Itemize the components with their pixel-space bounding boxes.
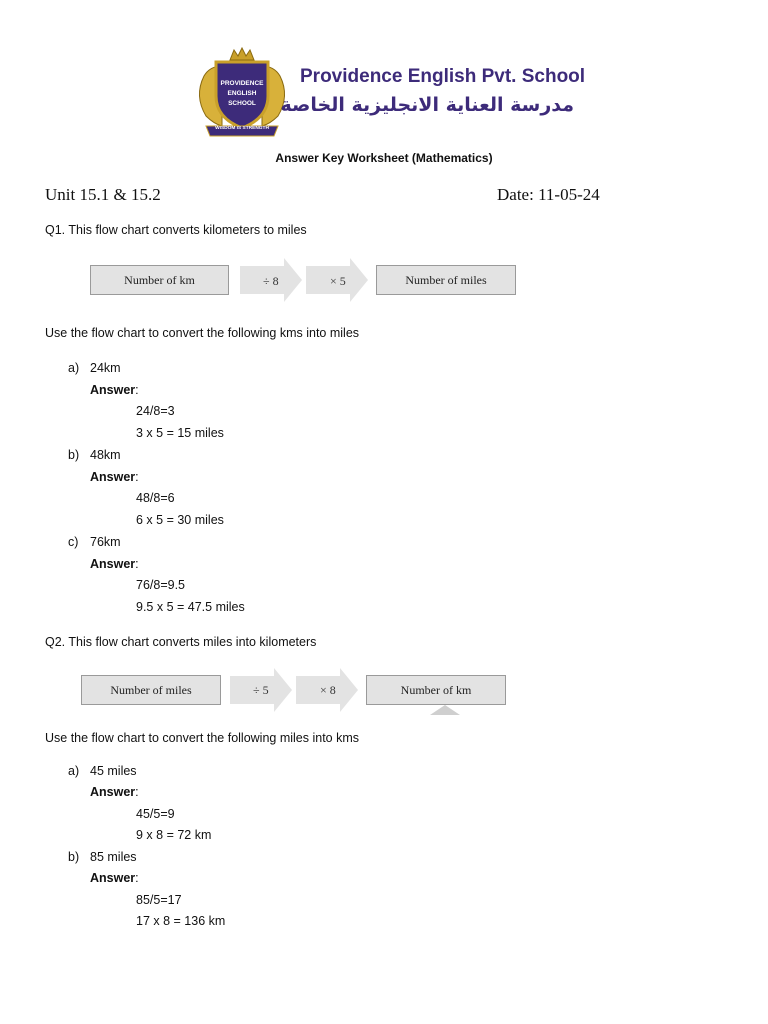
q1-flow-output-box: Number of miles xyxy=(376,265,516,295)
q1-item-c-step2: 9.5 x 5 = 47.5 miles xyxy=(136,600,245,614)
q2-item-b-step2: 17 x 8 = 136 km xyxy=(136,914,226,928)
worksheet-title: Answer Key Worksheet (Mathematics) xyxy=(275,151,493,165)
q1-item-c-answer-label xyxy=(90,557,139,571)
q2-text: This flow chart converts miles into kilometers xyxy=(65,635,317,649)
answer-label: Answer xyxy=(90,383,136,397)
q1-item-a-letter: a) xyxy=(68,361,80,375)
q2-item-b-letter: b) xyxy=(68,850,80,864)
logo-text-line1: PROVIDENCE xyxy=(220,80,264,87)
answer-label: Answer xyxy=(90,871,136,885)
q1-item-c-step1: 76/8=9.5 xyxy=(136,578,186,592)
q2-heading xyxy=(45,635,316,649)
logo-motto: WISDOM IS STRENGTH xyxy=(215,126,269,131)
q1-prefix: Q1. xyxy=(45,223,66,237)
date-label: Date: 11-05-24 xyxy=(497,185,600,204)
q2-item-a-step1: 45/5=9 xyxy=(136,807,175,821)
school-name-english: Providence English Pvt. School xyxy=(300,66,586,87)
q1-flow-op-2: × 5 xyxy=(330,274,346,288)
q1-item-a-value: 24km xyxy=(90,361,121,375)
q1-item-b-answer-label xyxy=(90,470,139,484)
q1-item-c-value: 76km xyxy=(90,535,121,549)
logo-text-line3: SCHOOL xyxy=(228,100,256,107)
logo-text-line2: ENGLISH xyxy=(227,90,257,97)
q2-flow-input-box: Number of miles xyxy=(81,675,221,705)
answer-colon: : xyxy=(135,785,139,799)
q2-prefix: Q2. xyxy=(45,635,66,649)
school-name-arabic: مدرسة العناية الانجليزية الخاصة xyxy=(280,94,574,116)
q2-item-a-letter: a) xyxy=(68,764,80,778)
answer-label: Answer xyxy=(90,470,136,484)
unit-label: Unit 15.1 & 15.2 xyxy=(45,185,161,204)
q1-item-a-step2: 3 x 5 = 15 miles xyxy=(136,426,224,440)
q2-item-a-value: 45 miles xyxy=(90,764,137,778)
answer-label: Answer xyxy=(90,785,136,799)
q2-item-b-value: 85 miles xyxy=(90,850,137,864)
school-logo xyxy=(192,46,292,138)
q1-instruction: Use the flow chart to convert the following kms into miles xyxy=(45,326,360,340)
q2-item-a-step2: 9 x 8 = 72 km xyxy=(136,828,212,842)
q1-item-b-letter: b) xyxy=(68,448,80,462)
answer-colon: : xyxy=(135,470,139,484)
q1-flow-input-box: Number of km xyxy=(90,265,229,295)
q1-heading xyxy=(45,223,307,237)
answer-colon: : xyxy=(135,557,139,571)
q1-item-b-step2: 6 x 5 = 30 miles xyxy=(136,513,224,527)
q2-item-a-answer-label xyxy=(90,785,139,799)
q1-item-a-answer-label xyxy=(90,383,139,397)
q2-flow-op-1: ÷ 5 xyxy=(253,683,269,697)
q1-text: This flow chart converts kilometers to miles xyxy=(65,223,307,237)
answer-colon: : xyxy=(135,871,139,885)
q2-flow-triangle-marker xyxy=(430,705,460,715)
q1-item-b-value: 48km xyxy=(90,448,121,462)
q2-flow-output-box: Number of km xyxy=(366,675,506,705)
q2-instruction: Use the flow chart to convert the following miles into kms xyxy=(45,731,360,745)
q1-flow-op-1: ÷ 8 xyxy=(263,274,279,288)
q2-item-b-step1: 85/5=17 xyxy=(136,893,182,907)
q1-item-c-letter: c) xyxy=(68,535,79,549)
q1-item-a-step1: 24/8=3 xyxy=(136,404,175,418)
q2-flow-op-2: × 8 xyxy=(320,683,336,697)
q1-item-b-step1: 48/8=6 xyxy=(136,491,175,505)
answer-label: Answer xyxy=(90,557,136,571)
answer-colon: : xyxy=(135,383,139,397)
q2-item-b-answer-label xyxy=(90,871,139,885)
